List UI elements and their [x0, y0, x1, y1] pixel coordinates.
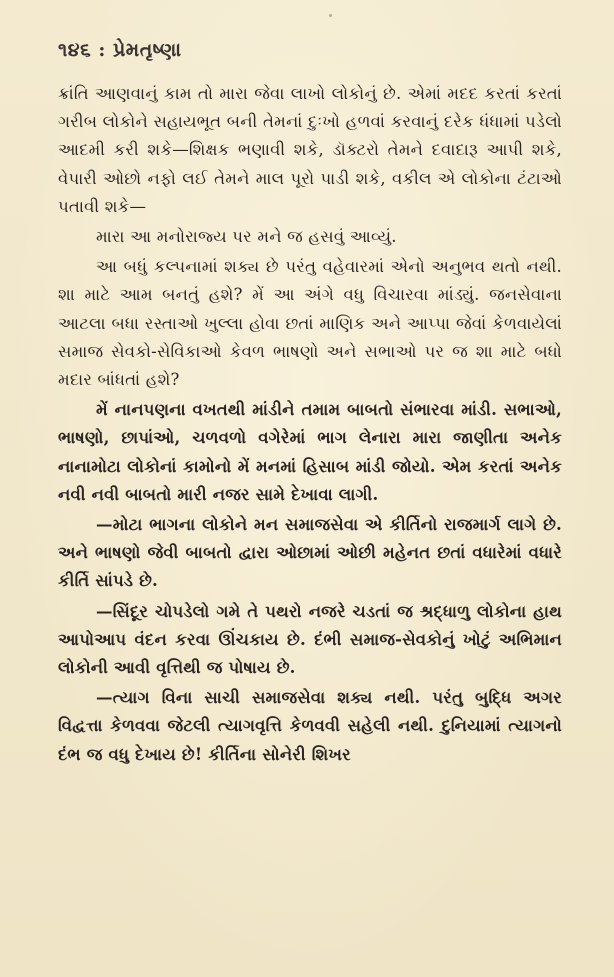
paragraph-2: મારા આ મનોરાજ્ય પર મને જ હસવું આવ્યું. — [96, 227, 397, 247]
paragraph-5: —મોટા ભાગના લોકોને મન સમાજસેવા એ કીર્તિનો રાજમાર્ગ લાગે છે. અને ભાષણો જેવી બાબતો દ્વારા ઓછામાં ઓછી મહેનત છતાં વધારેમાં વધારે કીર્તિ સાંપડે છે. — [58, 515, 562, 591]
paragraph-3: આ બધું કલ્પનામાં શક્ય છે પરંતુ વહેવારમાં એનો અનુભવ થતો નથી. શા માટે આમ બનતું હશે? મેં આ અંગે વધુ વિચારવા માંડ્યું. જનસેવાના આટલા બધા રસ્તાઓ ખુલ્લા હોવા છતાં માણિક અને આપ્પા જેવાં કેળવાયેલાં સમાજ સેવકો-સેવિકાઓ કેવળ ભાષણો અને સભાઓ પર જ શા માટે બધો મદાર બાંધતાં હશે? — [58, 257, 562, 390]
paragraph-1: ક્રાંતિ આણવાનું કામ તો મારા જેવા લાખો લોકોનું છે. એમાં મદદ કરતાં કરતાં ગરીબ લોકોને સહાયભૂત બની તેમનાં દુઃખો હળવાં કરવાનું દરેક ધંધામાં પડેલો આદમી કરી શકે—શિક્ષક ભણાવી શકે, ડૉક્ટરો તેમને દવાદારૂ આપી શકે, વેપારી ઓછો નફો લઈ તેમને માલ પૂરો પાડી શકે, વકીલ એ લોકોના ટંટાઓ પતાવી શકે— — [58, 84, 562, 216]
paragraph-4: મેં નાનપણના વખતથી માંડીને તમામ બાબતો સંભારવા માંડી. સભાઓ, ભાષણો, છાપાંઓ, ચળવળો વગેરેમાં ભાગ લેનારા મારા જાણીતા અનેક નાનામોટા લોકોનાં કામોનો મેં મનમાં હિસાબ માંડી જોયો. એમ કરતાં અનેક નવી નવી બાબતો મારી નજર સામે દેખાવા લાગી. — [58, 400, 562, 504]
paper-speck — [329, 14, 332, 17]
page-header: ૧૪૬ : પ્રેમતૃષ્ણા — [58, 39, 182, 61]
paragraph-7: —ત્યાગ વિના સાચી સમાજસેવા શક્ય નથી. પરંતુ બુદ્ધિ અગર વિદ્વત્તા કેળવવા જેટલી ત્યાગવૃત્તિ કેળવવી સહેલી નથી. દુનિયામાં ત્યાગનો દંભ જ વધુ દેખાય છે! કીર્તિના સોનેરી શિખર — [58, 688, 562, 764]
page-body — [58, 80, 562, 769]
paragraph-6: —સિંદૂર ચોપડેલો ગમે તે પથરો નજરે ચડતાં જ શ્રદ્ધાળુ લોકોના હાથ આપોઆપ વંદન કરવા ઊંચકાય છે. દંભી સમાજ-સેવકોનું ખોટું અભિમાન લોકોની આવી વૃત્તિથી જ પોષાય છે. — [58, 601, 562, 678]
